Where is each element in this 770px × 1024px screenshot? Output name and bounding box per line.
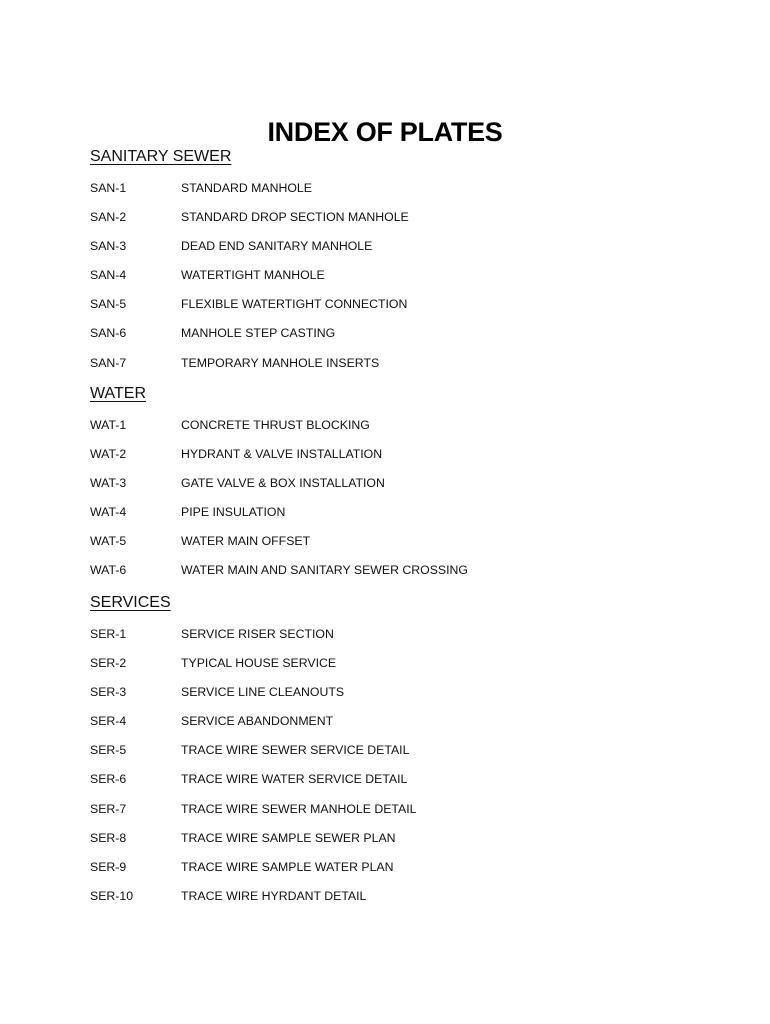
plate-code: SER-2 xyxy=(90,656,127,671)
plate-code: SER-8 xyxy=(90,830,127,845)
plate-title: TRACE WIRE SEWER MANHOLE DETAIL xyxy=(181,801,417,816)
section-heading: WATER xyxy=(90,385,146,402)
plate-row xyxy=(90,180,690,209)
plate-code: SER-3 xyxy=(90,685,127,700)
plate-row xyxy=(90,209,690,238)
plate-row xyxy=(90,626,690,655)
plate-code: WAT-2 xyxy=(90,447,127,462)
plate-title: DEAD END SANITARY MANHOLE xyxy=(181,239,373,254)
plate-code: SAN-5 xyxy=(90,297,127,312)
plate-row xyxy=(90,504,690,533)
plate-code: SER-4 xyxy=(90,714,127,729)
plate-code: SER-5 xyxy=(90,743,127,758)
plate-row xyxy=(90,475,690,504)
plate-row xyxy=(90,562,690,591)
section-services xyxy=(90,593,690,917)
plate-code: SAN-1 xyxy=(90,181,127,195)
plate-list xyxy=(90,417,690,592)
plate-title: SERVICE ABANDONMENT xyxy=(181,714,334,729)
plate-row xyxy=(90,888,690,917)
plate-row xyxy=(90,238,690,267)
plate-list xyxy=(90,180,690,384)
plate-code: WAT-3 xyxy=(90,476,127,491)
plate-title: PIPE INSULATION xyxy=(181,505,286,520)
plate-row xyxy=(90,830,690,859)
plate-code: WAT-1 xyxy=(90,418,127,432)
plate-title: CONCRETE THRUST BLOCKING xyxy=(181,418,370,432)
plate-code: WAT-4 xyxy=(90,505,127,520)
plate-code: SER-6 xyxy=(90,772,127,787)
plate-title: WATER MAIN AND SANITARY SEWER CROSSING xyxy=(181,563,468,578)
plate-code: SAN-6 xyxy=(90,326,127,341)
plate-row xyxy=(90,325,690,354)
plate-row xyxy=(90,296,690,325)
plate-title: TRACE WIRE HYRDANT DETAIL xyxy=(181,888,367,903)
plate-title: TRACE WIRE WATER SERVICE DETAIL xyxy=(181,772,408,787)
plate-row xyxy=(90,267,690,296)
plate-title: HYDRANT & VALVE INSTALLATION xyxy=(181,447,383,462)
plate-row xyxy=(90,655,690,684)
plate-code: SAN-2 xyxy=(90,210,127,225)
plate-title: GATE VALVE & BOX INSTALLATION xyxy=(181,476,385,491)
page-title: INDEX OF PLATES xyxy=(267,117,503,148)
plate-code: SAN-4 xyxy=(90,268,127,283)
plate-row xyxy=(90,859,690,888)
section-water xyxy=(90,384,690,592)
plate-row xyxy=(90,742,690,771)
plate-code: SAN-7 xyxy=(90,355,127,370)
plate-row xyxy=(90,417,690,446)
plate-code: SER-9 xyxy=(90,859,127,874)
plate-title: WATER MAIN OFFSET xyxy=(181,534,311,549)
plate-code: WAT-5 xyxy=(90,534,127,549)
plate-row xyxy=(90,801,690,830)
plate-code: SAN-3 xyxy=(90,239,127,254)
plate-code: WAT-6 xyxy=(90,563,127,578)
plate-row xyxy=(90,713,690,742)
plate-list xyxy=(90,626,690,917)
plate-title: TRACE WIRE SAMPLE WATER PLAN xyxy=(181,859,394,874)
plate-title: TRACE WIRE SAMPLE SEWER PLAN xyxy=(181,830,396,845)
plate-row xyxy=(90,533,690,562)
plate-row xyxy=(90,771,690,800)
plate-title: TRACE WIRE SEWER SERVICE DETAIL xyxy=(181,743,410,758)
plate-row xyxy=(90,446,690,475)
plate-title: TYPICAL HOUSE SERVICE xyxy=(181,656,337,671)
plate-code: SER-1 xyxy=(90,627,127,641)
section-sanitary-sewer xyxy=(90,147,690,384)
plate-title: STANDARD MANHOLE xyxy=(181,181,312,195)
section-heading: SERVICES xyxy=(90,594,171,611)
section-heading: SANITARY SEWER xyxy=(90,148,232,165)
plate-title: TEMPORARY MANHOLE INSERTS xyxy=(181,355,380,370)
plate-title: MANHOLE STEP CASTING xyxy=(181,326,336,341)
plate-title: SERVICE RISER SECTION xyxy=(181,627,334,641)
plate-row xyxy=(90,684,690,713)
plate-row xyxy=(90,355,690,384)
plate-title: FLEXIBLE WATERTIGHT CONNECTION xyxy=(181,297,408,312)
plate-code: SER-10 xyxy=(90,888,134,903)
plate-title: SERVICE LINE CLEANOUTS xyxy=(181,685,345,700)
plate-title: WATERTIGHT MANHOLE xyxy=(181,268,325,283)
plate-code: SER-7 xyxy=(90,801,127,816)
plate-title: STANDARD DROP SECTION MANHOLE xyxy=(181,210,409,225)
